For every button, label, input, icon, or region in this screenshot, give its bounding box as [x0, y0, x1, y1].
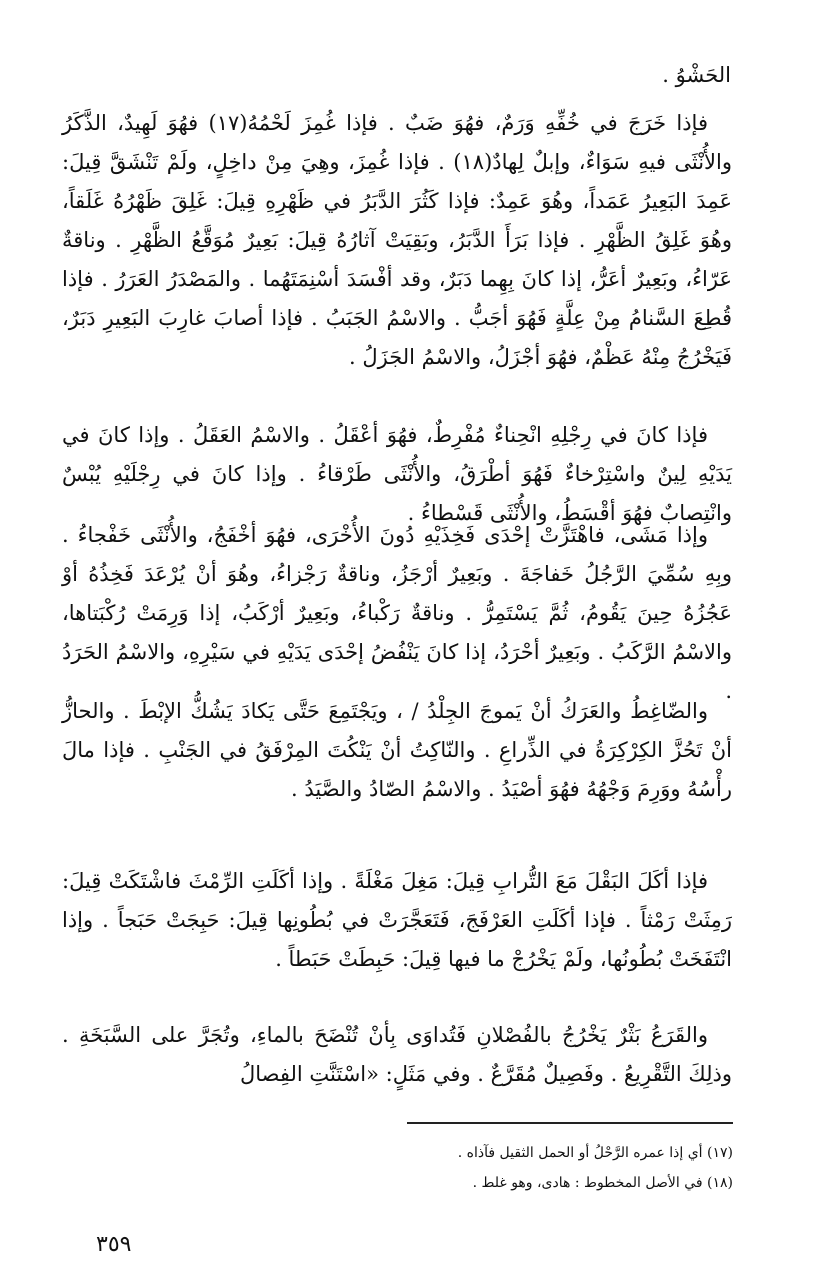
paragraph-5: [62, 862, 732, 979]
paragraph-text: والقَرَعُ بَثْرٌ يَخْرُجُ بالفُصْلانِ فَتُداوَى بِأنْ تُنْضَحَ بالماءِ، وتُجَرَّ على السَّبَخَةِ . وذلِكَ التَّقْرِيعُ . وفَصِيلٌ مُقَرَّعٌ . وفي مَثَلٍ: «اسْتَنَّتِ الفِصالُ: [62, 1023, 732, 1086]
paragraph-text: وإذا مَشَى، فاهْتَزَّتْ إحْدَى فَخِذَيْهِ دُونَ الأُخْرَى، فهُوَ أخْفَجُ، والأُنْثَى خَفْجاءُ . وبِهِ سُمِّيَ الرَّجُلُ خَفاجَةَ . وبَعِيرٌ أرْجَزُ، وناقةٌ رَجْزاءُ، وهُوَ أنْ يُرْعَدَ فَخِذُهُ أوْ عَجُزُهُ حِينَ يَقُومُ، ثُمَّ يَسْتَمِرُّ . وناقةٌ رَكْباءُ، وبَعِيرٌ أرْكَبُ، إذا وَرِمَتْ رُكْبَتاها، والاسْمُ الرَّكَبُ . وبَعِيرٌ أحْرَدُ، إذا كانَ يَنْفُضُ إحْدَى يَدَيْهِ في سَيْرِهِ، والاسْمُ الحَرَدُ .: [62, 523, 732, 703]
continued-line: الحَشْوُ .: [662, 63, 731, 87]
paragraph-4: [62, 692, 732, 809]
paragraph-text: والضّاغِطُ والعَرَكُ أنْ يَموجَ الجِلْدُ / ، ويَجْتَمِعَ حَتَّى يَكادَ يَشُكُّ الإبْطَ . والحازُّ أنْ تَحُزَّ الكِرْكِرَةُ في الذِّراعِ . والنّاكِتُ أنْ يَنْكُتَ المِرْفَقُ في الجَنْبِ . فإذا مالَ رأْسُهُ ووَرِمَ وَجْهُهُ فهُوَ أصْيَدُ . والاسْمُ الصّادُ والصَّيَدُ .: [62, 699, 732, 801]
paragraph-6: [62, 1016, 732, 1094]
footnote-18: (١٨) في الأصل المخطوط : هادى، وهو غلط .: [472, 1175, 733, 1191]
paragraph-text: فإذا خَرَجَ في خُفِّهِ وَرَمٌ، فهُوَ ضَبٌ . فإذا غُمِزَ لَحْمُهُ(١٧) فهُوَ لَهِيدٌ، الذَّكَرُ والأُنْثَى فيهِ سَوَاءٌ، وإبلٌ لِهادٌ(١٨) . فإذا غُمِزَ، وهِيَ مِنْ داخِلٍ، ولَمْ تَنْشَقَّ قِيلَ: عَمِدَ البَعِيرُ عَمَداً، وهُوَ عَمِدٌ: فإذا كَثُرَ الدَّبَرُ في ظَهْرِهِ قِيلَ: غَلِقَ ظَهْرُهُ غَلَقاً، وهُوَ غَلِقُ الظَّهْرِ . فإذا بَرَأَ الدَّبَرُ، وبَقِيَتْ آثارُهُ قِيلَ: بَعِيرٌ مُوَقَّعُ الظَّهْرِ . وناقةٌ عَرّاءُ، وبَعِيرٌ أعَرُّ، إذا كانَ بِهِما دَبَرٌ، وقد أفْسَدَ أسْنِمَتَهُما . والمَصْدَرُ العَرَرُ . فإذا قُطِعَ السَّنامُ مِنْ عِلَّةٍ فَهُوَ أجَبُّ . والاسْمُ الجَبَبُ . فإذا أصابَ غارِبَ البَعِيرِ دَبَرٌ، فَيَخْرُجُ مِنْهُ عَظْمٌ، فهُوَ أجْزَلُ، والاسْمُ الجَزَلُ .: [62, 111, 732, 369]
paragraph-1: [62, 104, 732, 377]
page-number: ٣٥٩: [96, 1232, 132, 1257]
footnote-17: (١٧) أي إذا عمره الرَّحْلُ أو الحمل الثقيل فآذاه .: [457, 1145, 733, 1161]
paragraph-text: فإذا كانَ في رِجْلِهِ انْحِناءٌ مُفْرِطٌ، فهُوَ أعْقَلُ . والاسْمُ العَقَلُ . وإذا كانَ في يَدَيْهِ لِينٌ واسْتِرْخاءٌ فَهُوَ أطْرَقُ، والأُنْثَى طَرْقاءُ . وإذا كانَ في رِجْلَيْهِ يُبْسٌ وانْتِصابٌ فهُوَ أقْسَطُ، والأُنْثَى قَسْطاءُ .: [62, 423, 732, 525]
paragraph-3: [62, 516, 732, 711]
paragraph-text: فإذا أكَلَ البَقْلَ مَعَ التُّرابِ قِيلَ: مَغِلَ مَغْلَةً . وإذا أكَلَتِ الرِّمْثَ فاشْتَكَتْ قِيلَ: رَمِثَتْ رَمْثاً . فإذا أكَلَتِ العَرْفَجَ، فَتَعَجَّرَتْ في بُطُونِها قِيلَ: حَبِجَتْ حَبَجاً . وإذا انْتَفَخَتْ بُطُونُها، ولَمْ يَخْرُجْ ما فيها قِيلَ: حَبِطَتْ حَبَطاً .: [62, 869, 732, 971]
footnotes: [200, 1138, 733, 1198]
footnote-divider: [407, 1122, 733, 1124]
